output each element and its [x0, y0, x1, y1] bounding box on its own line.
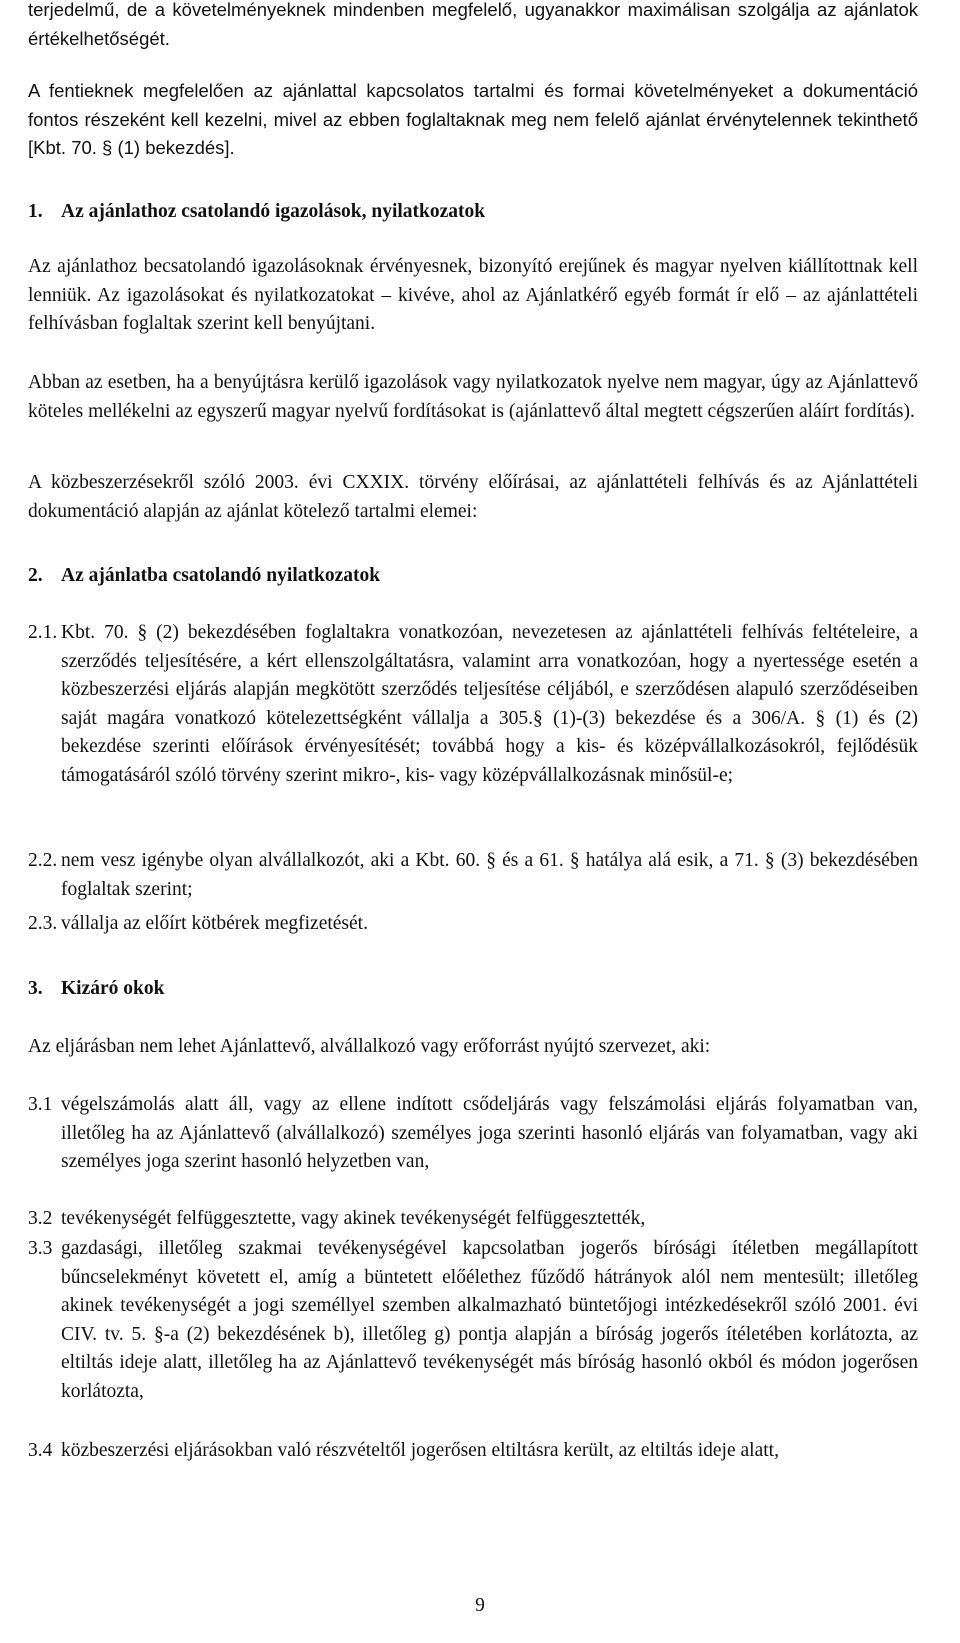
list-item-2-3 [28, 910, 918, 939]
section-1-paragraph-3: A közbeszerzésekről szóló 2003. évi CXXIX. törvény előírásai, az ajánlattételi felhívás és az Ajánlattételi dokumentáció alapján az ajánlat kötelező tartalmi elemei: [28, 472, 918, 522]
item-text: tevékenységét felfüggesztette, vagy akinek tevékenységét felfüggesztették, [61, 1208, 646, 1229]
item-text: közbeszerzési eljárásokban való részvételtől jogerősen eltiltásra került, az eltiltás ideje alatt, [61, 1440, 779, 1461]
list-item-3-3 [28, 1235, 918, 1407]
list-item-2-1 [28, 619, 918, 791]
section-title: Az ajánlatba csatolandó nyilatkozatok [61, 565, 381, 586]
item-text: Kbt. 70. § (2) bekezdésében foglaltakra vonatkozóan, nevezetesen az ajánlattételi felhívás feltételeire, a szerződés teljesítésére, a kért ellenszolgáltatásra, valamint arra vonatkozóan, hogy a nyertessége esetén a közbeszerzési eljárás alapján megkötött szerződés teljesítése céljából, e szerződésen alapuló szerződéseiben saját magára vonatkozó kötelezettségként vállalja a 305.§ (1)-(3) bekezdése és a 306/A. § (1) és (2) bekezdése szerinti előírások érvényesítését; továbbá hogy a kis- és középvállalkozásokról, fejlődésük támogatásáról szóló törvény szerint mikro-, kis- vagy középvállalkozásnak minősül-e; [61, 622, 918, 786]
list-item-2-2 [28, 847, 918, 904]
item-text: végelszámolás alatt áll, vagy az ellene indított csődeljárás vagy felszámolási eljárás folyamatban van, illetőleg ha az Ajánlattevő (alvállalkozó) személyes joga szerinti hasonló eljárás van folyamatban, vagy aki személyes joga szerint hasonló helyzetben van, [61, 1094, 918, 1173]
section-number: 2. [28, 565, 43, 586]
list-item-3-2 [28, 1205, 918, 1234]
section-1-paragraph-1: Az ajánlathoz becsatolandó igazolásoknak érvényesnek, bizonyító erejűnek és magyar nyelven kiállítottnak kell lenniük. Az igazolásokat és nyilatkozatokat – kivéve, ahol az Ajánlatkérő egyéb formát ír elő – az ajánlattételi felhívásban foglaltak szerint kell benyújtani. [28, 256, 918, 335]
item-number: 3.4 [28, 1440, 53, 1461]
list-item-3-1 [28, 1091, 918, 1177]
list-item-3-4 [28, 1437, 918, 1466]
intro-paragraph-1: terjedelmű, de a követelményeknek mindenben megfelelő, ugyanakkor maximálisan szolgálja az ajánlatok értékelhetőségét. [28, 0, 918, 49]
section-title: Kizáró okok [61, 978, 165, 999]
item-number: 2.3. [28, 913, 58, 934]
section-number: 3. [28, 978, 43, 999]
section-3-intro: Az eljárásban nem lehet Ajánlattevő, alvállalkozó vagy erőforrást nyújtó szervezet, aki: [28, 1036, 711, 1057]
intro-paragraph-2: A fentieknek megfelelően az ajánlattal kapcsolatos tartalmi és formai követelményeket a dokumentáció fontos részeként kell kezelni, mivel az ebben foglaltaknak meg nem felelő ajánlat érvénytelennek tekinthető [Kbt. 70. § (1) bekezdés]. [28, 80, 918, 159]
page-number: 9 [475, 1595, 485, 1616]
section-2-heading [28, 562, 918, 591]
item-number: 3.2 [28, 1208, 53, 1229]
item-number: 3.1 [28, 1094, 53, 1115]
item-text: nem vesz igénybe olyan alvállalkozót, aki a Kbt. 60. § és a 61. § hatálya alá esik, a 71. § (3) bekezdésében foglaltak szerint; [61, 850, 918, 900]
item-number: 2.2. [28, 850, 58, 871]
section-3-heading [28, 975, 918, 1004]
item-number: 2.1. [28, 622, 58, 643]
item-text: vállalja az előírt kötbérek megfizetését. [61, 913, 368, 934]
section-number: 1. [28, 201, 43, 222]
item-text: gazdasági, illetőleg szakmai tevékenységével kapcsolatban jogerős bírósági ítéletben megállapított bűncselekményt követett el, amíg a büntetett előélethez fűződő hátrányok alól nem mentesült; illetőleg akinek tevékenységét a jogi személlyel szemben alkalmazható büntetőjogi intézkedésekről szóló 2001. évi CIV. tv. 5. §-a (2) bekezdésének b), illetőleg g) pontja alapján a bíróság jogerős ítéletében korlátozta, az eltiltás ideje alatt, illetőleg ha az Ajánlattevő tevékenységét más bíróság hasonló okból és módon jogerősen korlátozta, [61, 1238, 918, 1402]
item-number: 3.3 [28, 1238, 53, 1259]
section-1-heading [28, 198, 918, 227]
section-1-paragraph-2: Abban az esetben, ha a benyújtásra kerülő igazolások vagy nyilatkozatok nyelve nem magyar, úgy az Ajánlattevő köteles mellékelni az egyszerű magyar nyelvű fordításokat is (ajánlattevő által megtett cégszerűen aláírt fordítás). [28, 372, 918, 422]
section-title: Az ajánlathoz csatolandó igazolások, nyilatkozatok [61, 201, 486, 222]
